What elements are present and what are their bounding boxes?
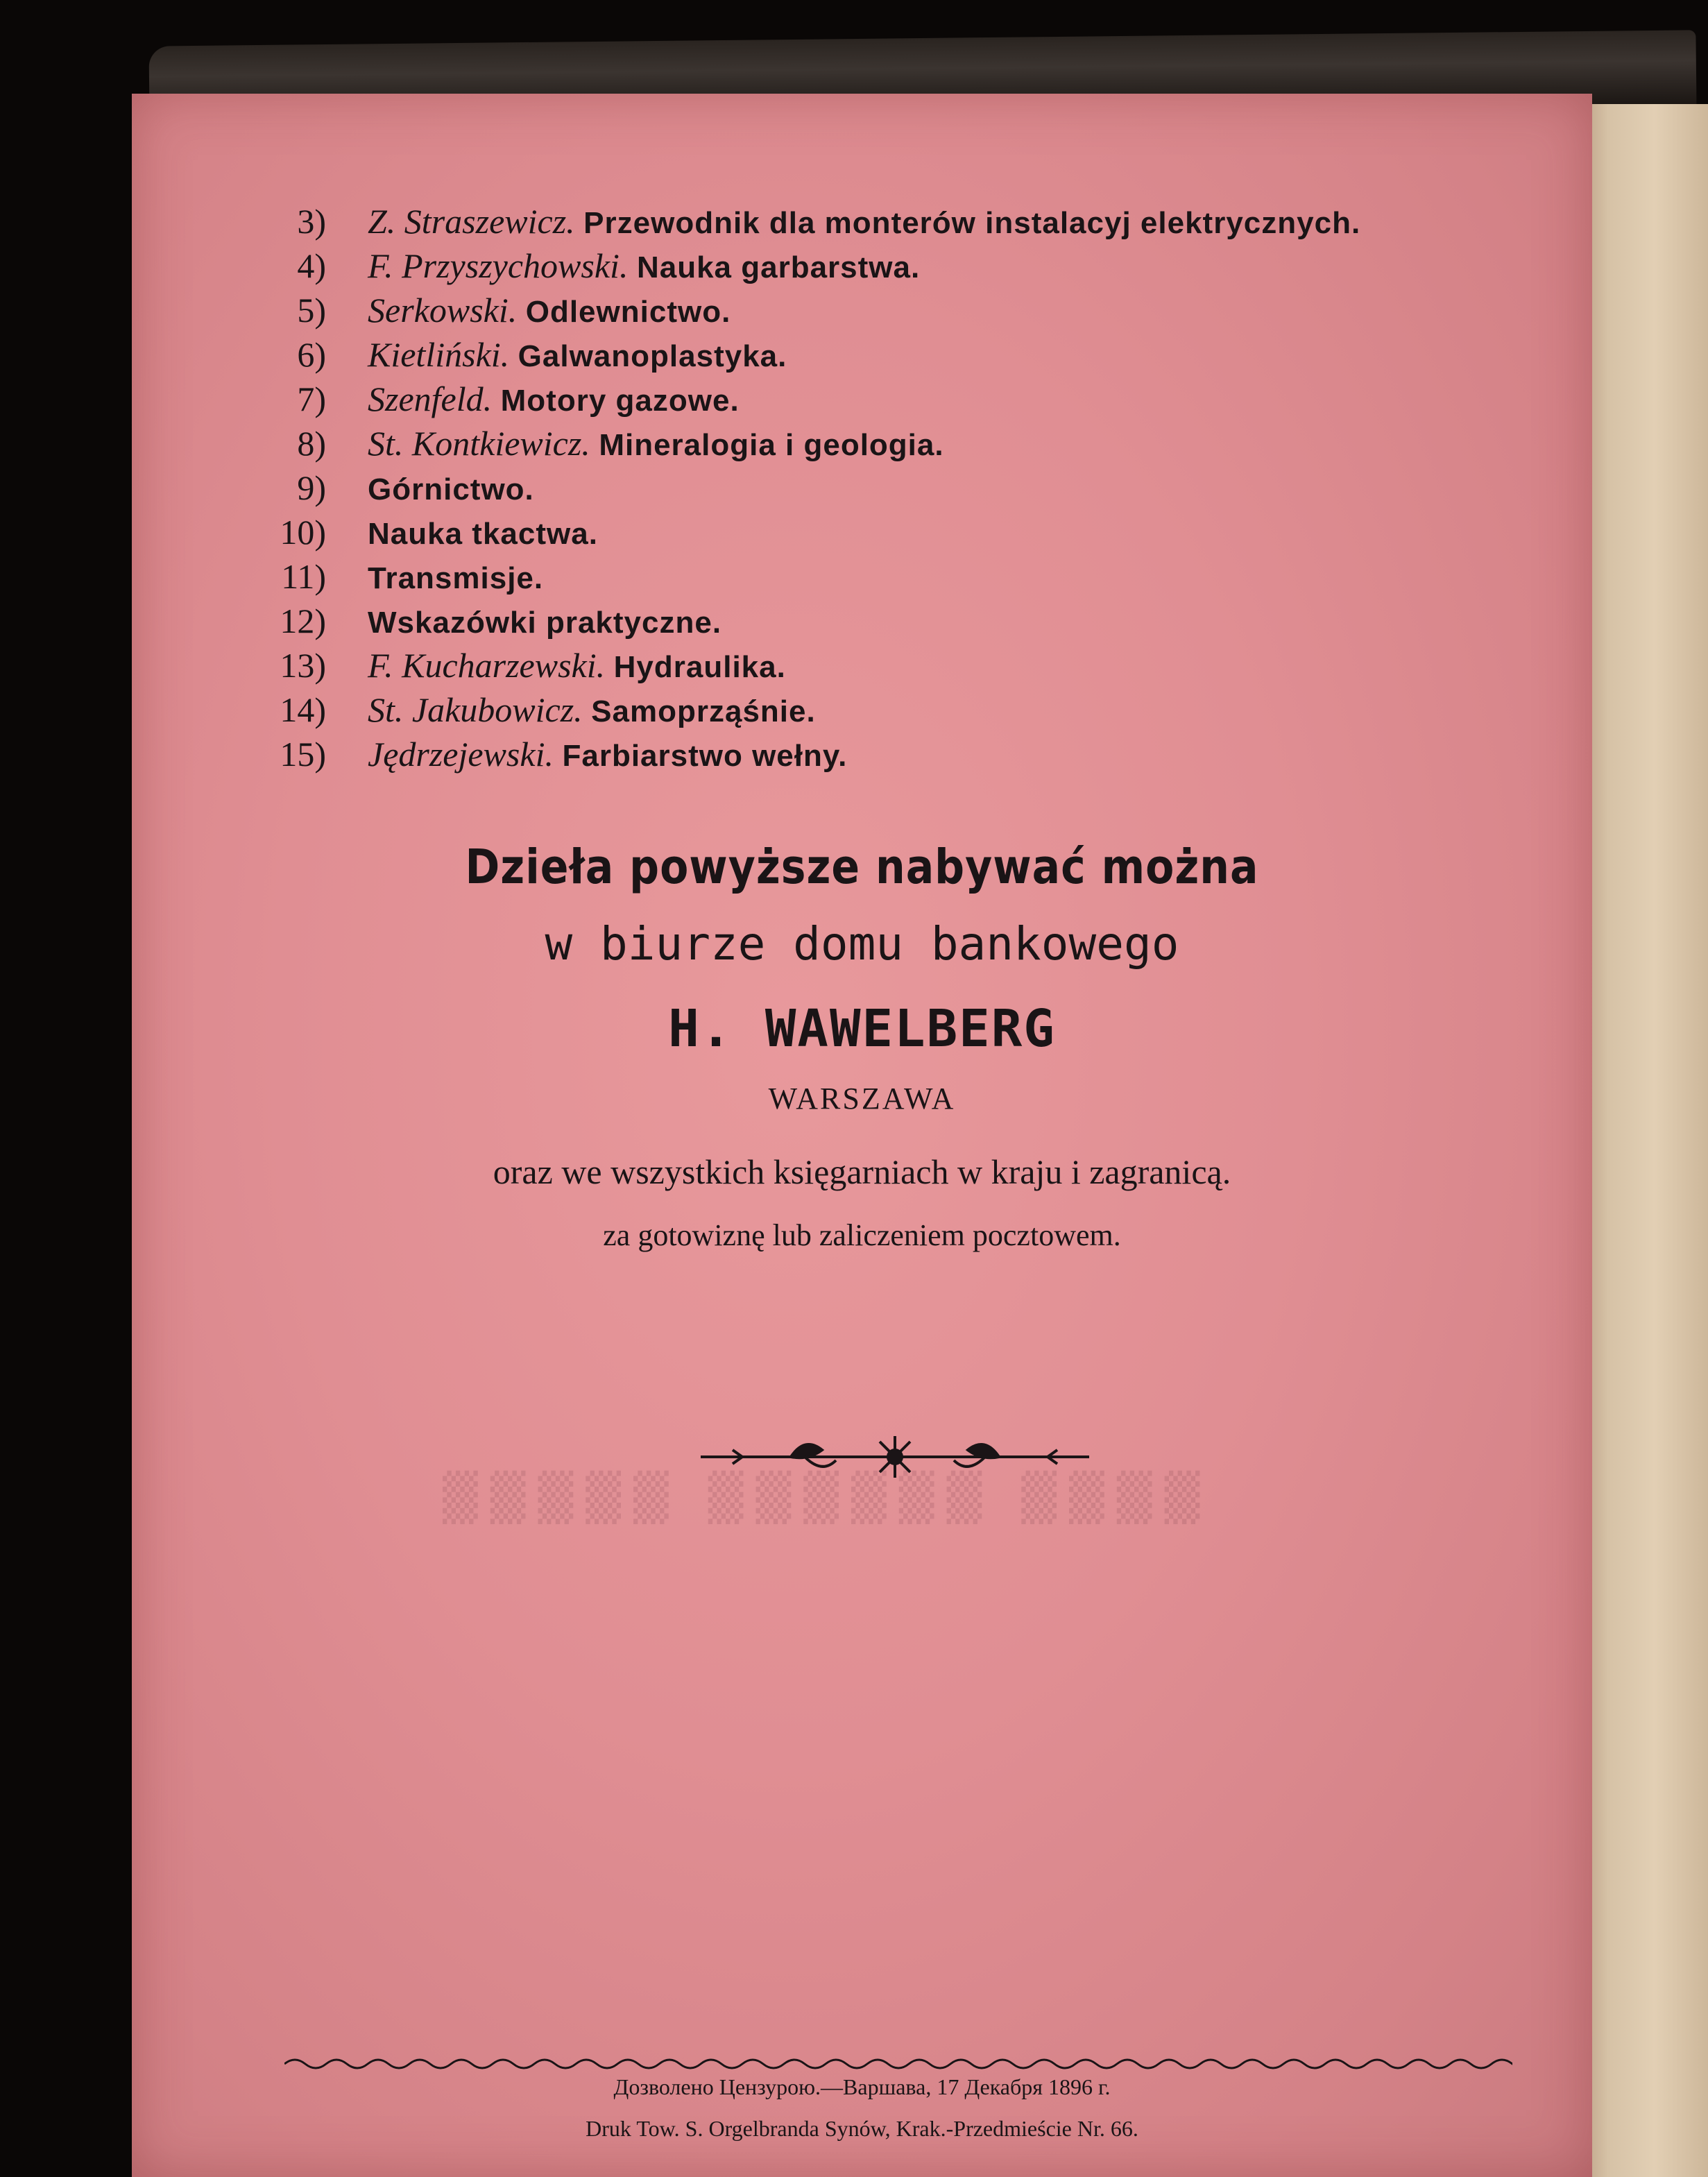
item-title: Przewodnik dla monterów instalacyj elektrycznych. (583, 206, 1361, 240)
item-number: 10) (280, 513, 326, 552)
bleed-through-text: ▒▒▒▒ ▒▒▒▒▒▒ ▒▒▒▒▒ (430, 1471, 1200, 1524)
list-item (257, 379, 1575, 423)
item-number: 8) (297, 424, 326, 463)
ornament-divider (701, 1426, 1089, 1488)
item-number: 13) (280, 646, 326, 685)
item-author: St. Kontkiewicz. (368, 424, 590, 463)
item-author: F. Kucharzewski. (368, 646, 606, 685)
list-item (257, 512, 1575, 556)
list-item (257, 201, 1575, 246)
list-item (257, 690, 1575, 734)
item-number: 9) (297, 468, 326, 507)
bank-line: w biurze domu bankowego (545, 917, 1179, 971)
item-title: Transmisje. (368, 561, 544, 595)
availability-heading: Dzieła powyższe nabywać można (465, 839, 1259, 896)
item-title: Wskazówki praktyczne. (368, 606, 722, 640)
list-item (257, 334, 1575, 379)
item-author: Z. Straszewicz. (368, 202, 575, 241)
wavy-rule (284, 2047, 1512, 2074)
item-title: Nauka garbarstwa. (636, 250, 921, 284)
item-number: 4) (297, 246, 326, 285)
bank-name: H. WAWELBERG (668, 999, 1056, 1059)
item-author: Serkowski. (368, 291, 518, 330)
item-number: 6) (297, 335, 326, 374)
item-title: Hydraulika. (613, 650, 786, 684)
list-item (257, 423, 1575, 468)
item-title: Mineralogia i geologia. (599, 428, 944, 462)
list-item (257, 734, 1575, 778)
item-number: 3) (297, 202, 326, 241)
payment-line: za gotowiznę lub zaliczeniem pocztowem. (603, 1218, 1121, 1252)
item-number: 15) (280, 735, 326, 774)
list-item (257, 290, 1575, 334)
item-title: Nauka tkactwa. (368, 517, 598, 551)
item-title: Samoprząśnie. (591, 694, 816, 728)
city-name: WARSZAWA (768, 1082, 956, 1116)
item-title: Górnictwo. (368, 472, 534, 506)
list-item (257, 246, 1575, 290)
item-title: Motory gazowe. (500, 384, 740, 418)
item-author: Jędrzejewski. (368, 735, 554, 774)
list-item (257, 556, 1575, 601)
list-item (257, 601, 1575, 645)
item-title: Galwanoplastyka. (518, 339, 787, 373)
item-author: Kietliński. (368, 335, 510, 374)
printer-imprint: Druk Tow. S. Orgelbranda Synów, Krak.-Przedmieście Nr. 66. (586, 2116, 1138, 2141)
item-number: 7) (297, 379, 326, 418)
item-number: 5) (297, 291, 326, 330)
item-number: 14) (280, 690, 326, 729)
book-list (257, 201, 1575, 778)
list-item (257, 468, 1575, 512)
item-author: St. Jakubowicz. (368, 690, 583, 729)
item-number: 12) (280, 601, 326, 640)
item-number: 11) (281, 557, 326, 596)
item-author: Szenfeld. (368, 379, 493, 418)
bookstores-line: oraz we wszystkich księgarniach w kraju i zagranicą. (493, 1152, 1231, 1191)
adjacent-page-edge (1575, 104, 1708, 2177)
list-item (257, 645, 1575, 690)
item-title: Odlewnictwo. (525, 295, 731, 329)
item-author: F. Przyszychowski. (368, 246, 629, 285)
censorship-note: Дозволено Цензурою.—Варшава, 17 Декабря 1896 г. (613, 2074, 1111, 2099)
item-title: Farbiarstwo wełny. (562, 739, 848, 773)
